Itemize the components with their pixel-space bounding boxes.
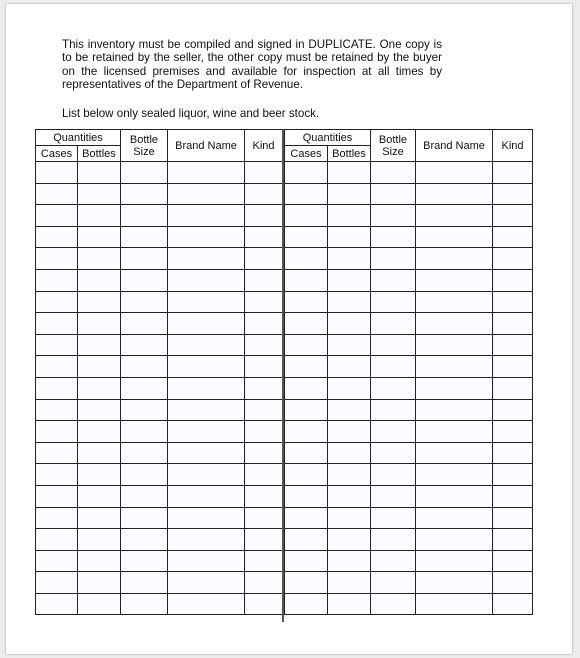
table-body <box>36 162 283 615</box>
cases-cell[interactable] <box>285 313 328 335</box>
kind-cell[interactable] <box>245 442 283 464</box>
table-row <box>285 485 533 507</box>
table-row <box>36 507 283 529</box>
cases-cell[interactable] <box>36 183 78 205</box>
table-row <box>36 421 283 443</box>
table-row <box>285 464 533 486</box>
kind-cell[interactable] <box>245 485 283 507</box>
bottle-size-cell[interactable] <box>121 442 168 464</box>
table-row <box>36 377 283 399</box>
brand-name-cell[interactable] <box>416 291 493 313</box>
kind-cell[interactable] <box>493 572 533 594</box>
brand-name-cell[interactable] <box>416 248 493 270</box>
brand-name-cell[interactable] <box>168 421 245 443</box>
kind-cell[interactable] <box>493 183 533 205</box>
brand-name-cell[interactable] <box>168 399 245 421</box>
cases-cell[interactable] <box>36 399 78 421</box>
cases-cell[interactable] <box>285 291 328 313</box>
brand-name-cell[interactable] <box>168 377 245 399</box>
stock-note: List below only sealed liquor, wine and beer stock. <box>62 107 320 120</box>
brand-name-cell[interactable] <box>168 442 245 464</box>
bottle-size-cell[interactable] <box>371 205 416 227</box>
table-row <box>285 421 533 443</box>
bottles-cell[interactable] <box>78 269 121 291</box>
bottles-cell[interactable] <box>328 377 371 399</box>
brand-name-cell[interactable] <box>416 377 493 399</box>
bottles-cell[interactable] <box>328 334 371 356</box>
kind-cell[interactable] <box>493 162 533 184</box>
kind-cell[interactable] <box>493 529 533 551</box>
table-row <box>285 550 533 572</box>
cases-cell[interactable] <box>36 593 78 615</box>
bottle-size-cell[interactable] <box>371 248 416 270</box>
cases-header: Cases <box>36 146 78 162</box>
bottles-cell[interactable] <box>328 248 371 270</box>
cases-cell[interactable] <box>285 442 328 464</box>
bottles-cell[interactable] <box>78 485 121 507</box>
bottles-cell[interactable] <box>78 507 121 529</box>
brand-name-cell[interactable] <box>416 572 493 594</box>
bottle-size-cell[interactable] <box>371 507 416 529</box>
quantities-header: Quantities <box>36 130 121 146</box>
bottles-cell[interactable] <box>328 550 371 572</box>
table-row <box>285 334 533 356</box>
cases-header: Cases <box>285 146 328 162</box>
cases-cell[interactable] <box>36 507 78 529</box>
kind-cell[interactable] <box>493 226 533 248</box>
bottles-cell[interactable] <box>328 313 371 335</box>
table-row <box>285 399 533 421</box>
bottles-header: Bottles <box>78 146 121 162</box>
bottle-size-cell[interactable] <box>371 593 416 615</box>
cases-cell[interactable] <box>285 162 328 184</box>
brand-name-cell[interactable] <box>416 529 493 551</box>
bottles-cell[interactable] <box>328 421 371 443</box>
brand-name-cell[interactable] <box>168 593 245 615</box>
kind-cell[interactable] <box>245 593 283 615</box>
table-row <box>36 572 283 594</box>
bottles-cell[interactable] <box>328 442 371 464</box>
brand-name-cell[interactable] <box>416 399 493 421</box>
bottles-cell[interactable] <box>78 226 121 248</box>
bottle-size-cell[interactable] <box>121 269 168 291</box>
cases-cell[interactable] <box>36 529 78 551</box>
table-row <box>285 291 533 313</box>
table-row <box>36 313 283 335</box>
bottle-size-cell[interactable] <box>121 334 168 356</box>
inventory-table-right <box>284 129 533 615</box>
table-row <box>36 399 283 421</box>
bottles-cell[interactable] <box>78 593 121 615</box>
bottles-cell[interactable] <box>78 162 121 184</box>
bottles-cell[interactable] <box>78 291 121 313</box>
table-row <box>285 572 533 594</box>
brand-name-cell[interactable] <box>416 593 493 615</box>
table-row <box>285 377 533 399</box>
bottles-cell[interactable] <box>328 269 371 291</box>
kind-cell[interactable] <box>493 334 533 356</box>
bottles-cell[interactable] <box>328 205 371 227</box>
kind-cell[interactable] <box>493 356 533 378</box>
kind-cell[interactable] <box>493 464 533 486</box>
bottle-size-cell[interactable] <box>121 291 168 313</box>
kind-cell[interactable] <box>245 226 283 248</box>
bottles-cell[interactable] <box>78 399 121 421</box>
kind-cell[interactable] <box>245 313 283 335</box>
table-row <box>36 248 283 270</box>
bottles-cell[interactable] <box>328 593 371 615</box>
bottle-size-cell[interactable] <box>371 464 416 486</box>
brand-name-header: Brand Name <box>168 130 245 162</box>
bottles-cell[interactable] <box>78 205 121 227</box>
bottle-size-cell[interactable] <box>371 334 416 356</box>
bottle-size-cell[interactable] <box>371 377 416 399</box>
cases-cell[interactable] <box>285 529 328 551</box>
bottle-size-cell[interactable] <box>371 183 416 205</box>
cases-cell[interactable] <box>36 205 78 227</box>
bottles-cell[interactable] <box>78 313 121 335</box>
table-row <box>36 334 283 356</box>
bottle-size-cell[interactable] <box>121 356 168 378</box>
brand-name-cell[interactable] <box>168 183 245 205</box>
cases-cell[interactable] <box>285 334 328 356</box>
kind-cell[interactable] <box>245 464 283 486</box>
table-row <box>285 183 533 205</box>
table-row <box>36 269 283 291</box>
kind-cell[interactable] <box>245 248 283 270</box>
brand-name-cell[interactable] <box>416 226 493 248</box>
cases-cell[interactable] <box>36 356 78 378</box>
brand-name-cell[interactable] <box>168 269 245 291</box>
brand-name-cell[interactable] <box>416 507 493 529</box>
kind-cell[interactable] <box>245 291 283 313</box>
cases-cell[interactable] <box>36 421 78 443</box>
kind-cell[interactable] <box>493 485 533 507</box>
brand-name-cell[interactable] <box>168 226 245 248</box>
bottle-size-cell[interactable] <box>371 550 416 572</box>
cases-cell[interactable] <box>285 464 328 486</box>
brand-name-cell[interactable] <box>168 464 245 486</box>
bottle-size-cell[interactable] <box>121 464 168 486</box>
table-row <box>36 529 283 551</box>
cases-cell[interactable] <box>36 572 78 594</box>
brand-name-cell[interactable] <box>168 572 245 594</box>
bottles-cell[interactable] <box>328 291 371 313</box>
table-row <box>285 205 533 227</box>
bottles-cell[interactable] <box>328 183 371 205</box>
bottles-cell[interactable] <box>78 248 121 270</box>
cases-cell[interactable] <box>36 248 78 270</box>
brand-name-cell[interactable] <box>168 507 245 529</box>
quantities-header: Quantities <box>285 130 371 146</box>
bottles-cell[interactable] <box>328 226 371 248</box>
bottle-size-cell[interactable] <box>121 162 168 184</box>
bottles-cell[interactable] <box>328 399 371 421</box>
brand-name-cell[interactable] <box>168 356 245 378</box>
table-row <box>36 226 283 248</box>
cases-cell[interactable] <box>36 377 78 399</box>
cases-cell[interactable] <box>36 550 78 572</box>
bottle-size-cell[interactable] <box>371 442 416 464</box>
bottle-size-cell[interactable] <box>121 421 168 443</box>
cases-cell[interactable] <box>285 550 328 572</box>
bottle-size-cell[interactable] <box>121 226 168 248</box>
bottle-size-cell[interactable] <box>371 399 416 421</box>
bottle-size-cell[interactable] <box>121 529 168 551</box>
table-row <box>36 291 283 313</box>
bottles-cell[interactable] <box>328 485 371 507</box>
cases-cell[interactable] <box>285 572 328 594</box>
table-row <box>36 356 283 378</box>
kind-cell[interactable] <box>493 205 533 227</box>
cases-cell[interactable] <box>285 507 328 529</box>
table-row <box>285 507 533 529</box>
table-row <box>36 205 283 227</box>
bottle-size-cell[interactable] <box>121 507 168 529</box>
cases-cell[interactable] <box>36 226 78 248</box>
table-row <box>285 226 533 248</box>
kind-cell[interactable] <box>493 377 533 399</box>
kind-cell[interactable] <box>245 269 283 291</box>
bottles-cell[interactable] <box>78 183 121 205</box>
cases-cell[interactable] <box>285 399 328 421</box>
kind-cell[interactable] <box>493 442 533 464</box>
kind-cell[interactable] <box>245 334 283 356</box>
brand-name-cell[interactable] <box>416 485 493 507</box>
cases-cell[interactable] <box>36 442 78 464</box>
brand-name-cell[interactable] <box>416 183 493 205</box>
bottles-cell[interactable] <box>328 507 371 529</box>
kind-cell[interactable] <box>245 572 283 594</box>
bottles-cell[interactable] <box>78 442 121 464</box>
brand-name-cell[interactable] <box>416 205 493 227</box>
table-row <box>36 593 283 615</box>
bottles-cell[interactable] <box>328 572 371 594</box>
table-row <box>285 356 533 378</box>
table-row <box>36 485 283 507</box>
bottle-size-cell[interactable] <box>371 269 416 291</box>
bottle-size-cell[interactable] <box>371 485 416 507</box>
cases-cell[interactable] <box>285 421 328 443</box>
kind-cell[interactable] <box>245 399 283 421</box>
table-row <box>285 442 533 464</box>
bottles-cell[interactable] <box>78 550 121 572</box>
table-row <box>285 313 533 335</box>
kind-cell[interactable] <box>245 507 283 529</box>
brand-name-cell[interactable] <box>168 313 245 335</box>
kind-cell[interactable] <box>245 162 283 184</box>
bottle-size-cell[interactable] <box>121 313 168 335</box>
cases-cell[interactable] <box>285 269 328 291</box>
brand-name-cell[interactable] <box>168 291 245 313</box>
cases-cell[interactable] <box>36 269 78 291</box>
cases-cell[interactable] <box>36 162 78 184</box>
kind-cell[interactable] <box>493 550 533 572</box>
bottle-size-cell[interactable] <box>371 421 416 443</box>
kind-cell[interactable] <box>493 248 533 270</box>
cases-cell[interactable] <box>285 183 328 205</box>
table-row <box>285 593 533 615</box>
brand-name-cell[interactable] <box>416 442 493 464</box>
table-row <box>285 269 533 291</box>
cases-cell[interactable] <box>285 356 328 378</box>
cases-cell[interactable] <box>36 334 78 356</box>
brand-name-cell[interactable] <box>168 248 245 270</box>
cases-cell[interactable] <box>36 485 78 507</box>
kind-header: Kind <box>245 130 283 162</box>
table-body <box>285 162 533 615</box>
kind-header: Kind <box>493 130 533 162</box>
bottles-header: Bottles <box>328 146 371 162</box>
bottles-cell[interactable] <box>328 464 371 486</box>
bottles-cell[interactable] <box>78 356 121 378</box>
bottle-size-cell[interactable] <box>121 572 168 594</box>
kind-cell[interactable] <box>493 291 533 313</box>
brand-name-cell[interactable] <box>168 205 245 227</box>
table-row <box>285 529 533 551</box>
brand-name-cell[interactable] <box>416 334 493 356</box>
bottle-size-cell[interactable] <box>371 162 416 184</box>
brand-name-cell[interactable] <box>416 421 493 443</box>
bottle-size-header: Bottle Size <box>371 130 416 162</box>
instructions-paragraph: This inventory must be compiled and signed in DUPLICATE. One copy is to be retained by the seller, the other copy must be retained by the buyer on the licensed premises and available for inspection at all times by representatives of the Department of Revenue. <box>62 38 442 92</box>
kind-cell[interactable] <box>493 399 533 421</box>
table-row <box>36 183 283 205</box>
bottle-size-cell[interactable] <box>121 183 168 205</box>
bottle-size-header: Bottle Size <box>121 130 168 162</box>
kind-cell[interactable] <box>245 529 283 551</box>
cases-cell[interactable] <box>285 377 328 399</box>
cases-cell[interactable] <box>36 313 78 335</box>
brand-name-header: Brand Name <box>416 130 493 162</box>
bottle-size-cell[interactable] <box>371 356 416 378</box>
brand-name-cell[interactable] <box>168 550 245 572</box>
table-row <box>36 162 283 184</box>
bottle-size-cell[interactable] <box>121 593 168 615</box>
kind-cell[interactable] <box>245 421 283 443</box>
kind-cell[interactable] <box>493 593 533 615</box>
bottle-size-cell[interactable] <box>121 399 168 421</box>
cases-cell[interactable] <box>285 248 328 270</box>
brand-name-cell[interactable] <box>168 162 245 184</box>
bottle-size-cell[interactable] <box>121 377 168 399</box>
kind-cell[interactable] <box>245 356 283 378</box>
kind-cell[interactable] <box>493 507 533 529</box>
cases-cell[interactable] <box>285 226 328 248</box>
cases-cell[interactable] <box>285 205 328 227</box>
bottles-cell[interactable] <box>328 162 371 184</box>
brand-name-cell[interactable] <box>416 269 493 291</box>
cases-cell[interactable] <box>36 291 78 313</box>
table-row <box>285 162 533 184</box>
kind-cell[interactable] <box>245 183 283 205</box>
bottle-size-cell[interactable] <box>371 529 416 551</box>
brand-name-cell[interactable] <box>416 162 493 184</box>
bottles-cell[interactable] <box>78 464 121 486</box>
bottle-size-cell[interactable] <box>371 226 416 248</box>
table-row <box>36 442 283 464</box>
bottles-cell[interactable] <box>78 421 121 443</box>
bottle-size-cell[interactable] <box>371 313 416 335</box>
bottle-size-cell[interactable] <box>371 291 416 313</box>
kind-cell[interactable] <box>245 550 283 572</box>
bottles-cell[interactable] <box>328 529 371 551</box>
brand-name-cell[interactable] <box>416 356 493 378</box>
bottle-size-cell[interactable] <box>121 550 168 572</box>
bottle-size-cell[interactable] <box>121 248 168 270</box>
table-row <box>36 550 283 572</box>
kind-cell[interactable] <box>493 421 533 443</box>
bottle-size-cell[interactable] <box>371 572 416 594</box>
brand-name-cell[interactable] <box>168 529 245 551</box>
brand-name-cell[interactable] <box>168 485 245 507</box>
brand-name-cell[interactable] <box>416 464 493 486</box>
brand-name-cell[interactable] <box>416 550 493 572</box>
kind-cell[interactable] <box>493 269 533 291</box>
bottle-size-cell[interactable] <box>121 485 168 507</box>
brand-name-cell[interactable] <box>416 313 493 335</box>
bottles-cell[interactable] <box>328 356 371 378</box>
brand-name-cell[interactable] <box>168 334 245 356</box>
kind-cell[interactable] <box>245 377 283 399</box>
inventory-table-left <box>35 129 283 615</box>
cases-cell[interactable] <box>36 464 78 486</box>
kind-cell[interactable] <box>493 313 533 335</box>
bottles-cell[interactable] <box>78 529 121 551</box>
bottle-size-cell[interactable] <box>121 205 168 227</box>
kind-cell[interactable] <box>245 205 283 227</box>
table-row <box>36 464 283 486</box>
table-row <box>285 248 533 270</box>
cases-cell[interactable] <box>285 593 328 615</box>
bottles-cell[interactable] <box>78 334 121 356</box>
bottles-cell[interactable] <box>78 377 121 399</box>
bottles-cell[interactable] <box>78 572 121 594</box>
cases-cell[interactable] <box>285 485 328 507</box>
